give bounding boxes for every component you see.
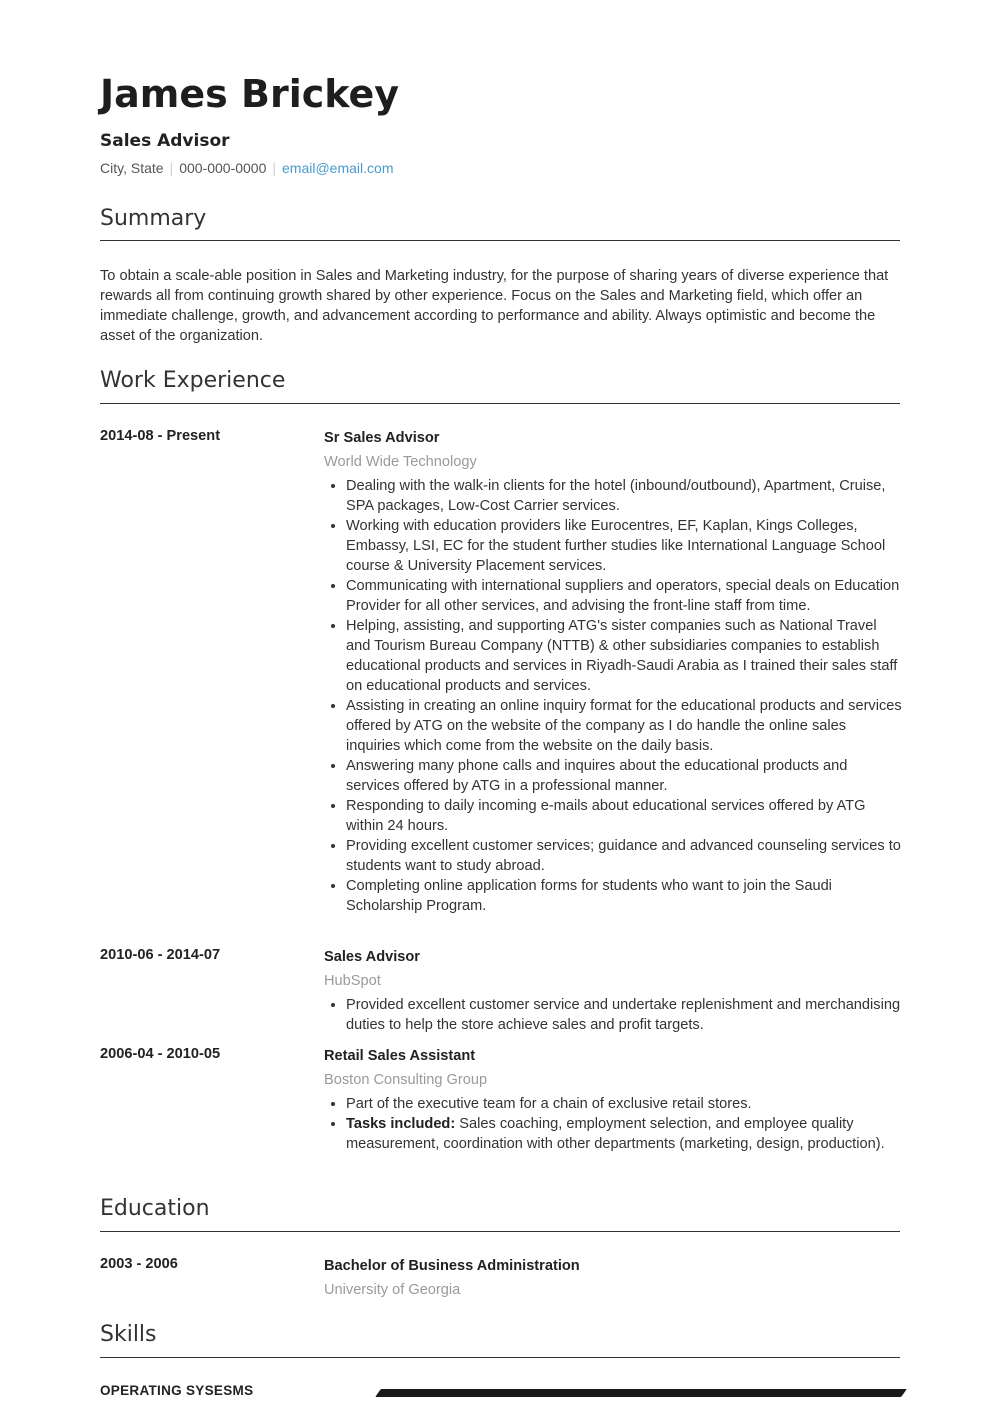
list-item: • Completing online application forms for students who want to join the Saudi Scholarship Program. [346, 876, 902, 916]
contact-separator: | [272, 160, 277, 176]
candidate-name: James Brickey [100, 72, 400, 116]
education-degree: Bachelor of Business Administration [324, 1258, 580, 1274]
list-item: • Responding to daily incoming e-mails about educational services offered by ATG within 24 hours. [346, 796, 902, 836]
section-divider [100, 240, 900, 241]
contact-line [100, 160, 393, 176]
skill-name: OPERATING SYSESMS [100, 1383, 254, 1398]
section-divider [100, 403, 900, 404]
summary-text: To obtain a scale-able position in Sales and Marketing industry, for the purpose of sharing years of diverse experience that rewards all from continuing growth shared by other experience. Focus on the Sales and Marketing field, which offer an immediate challenge, growth, and advancement according to performance and ability. Always optimistic and become the asset of the organization. [100, 268, 889, 344]
job-date: 2014-08 - Present [100, 428, 221, 444]
job-bullets [324, 476, 902, 916]
list-item: • Part of the executive team for a chain of exclusive retail stores. [346, 1094, 902, 1114]
list-item: • Provided excellent customer service and undertake replenishment and merchandising duties to help the store achieve sales and profit targets. [346, 995, 902, 1035]
list-item: • Providing excellent customer services; guidance and advanced counseling services to students want to study abroad. [346, 836, 902, 876]
skill-level-bar [378, 1389, 904, 1397]
contact-location: City, State [100, 160, 164, 176]
education-school: University of Georgia [324, 1282, 461, 1298]
list-item: • Communicating with international suppliers and operators, special deals on Education Provider for all other services, and advising the front-line staff from time. [346, 576, 902, 616]
job-company: HubSpot [324, 973, 381, 989]
list-item: • Answering many phone calls and inquires about the educational products and services offered by ATG in a professional manner. [346, 756, 902, 796]
education-date: 2003 - 2006 [100, 1256, 178, 1272]
job-role: Retail Sales Assistant [324, 1048, 476, 1064]
job-bullets [324, 1094, 902, 1154]
job-date: 2006-04 - 2010-05 [100, 1046, 221, 1062]
section-divider [100, 1357, 900, 1358]
list-item: • Working with education providers like Eurocentres, EF, Kaplan, Kings Colleges, Embassy, LSI, EC for the student further studies like International Language School course & University Placement services. [346, 516, 902, 576]
job-role: Sales Advisor [324, 949, 420, 965]
education-heading: Education [100, 1196, 210, 1221]
candidate-title: Sales Advisor [100, 131, 230, 151]
job-company: Boston Consulting Group [324, 1072, 488, 1088]
skills-heading: Skills [100, 1322, 157, 1347]
contact-email-link[interactable]: email@email.com [282, 160, 394, 176]
summary-heading: Summary [100, 206, 207, 231]
list-item: • Helping, assisting, and supporting ATG's sister companies such as National Travel and Tourism Bureau Company (NTTB) & other subsidiaries companies to establish educational products and services in Riyadh-Saudi Arabia as I trained their sales staff on educational products and services. [346, 616, 902, 696]
job-role: Sr Sales Advisor [324, 430, 440, 446]
job-date: 2010-06 - 2014-07 [100, 947, 221, 963]
list-item: • Assisting in creating an online inquiry format for the educational products and services offered by ATG on the website of the company as I do handle the online sales inquiries which come from the website on the daily basis. [346, 696, 902, 756]
contact-phone: 000-000-0000 [179, 160, 267, 176]
bullet-lead: Tasks included: [346, 1116, 456, 1132]
skill-level-fill [375, 1389, 907, 1397]
section-divider [100, 1231, 900, 1232]
job-bullets [324, 995, 902, 1035]
job-company: World Wide Technology [324, 454, 477, 470]
contact-separator: | [169, 160, 174, 176]
list-item: • Tasks included: Sales coaching, employment selection, and employee quality measurement, coordination with other departments (marketing, design, production). [346, 1114, 902, 1154]
list-item: • Dealing with the walk-in clients for the hotel (inbound/outbound), Apartment, Cruise, SPA packages, Low-Cost Carrier services. [346, 476, 902, 516]
work-experience-heading: Work Experience [100, 368, 286, 393]
